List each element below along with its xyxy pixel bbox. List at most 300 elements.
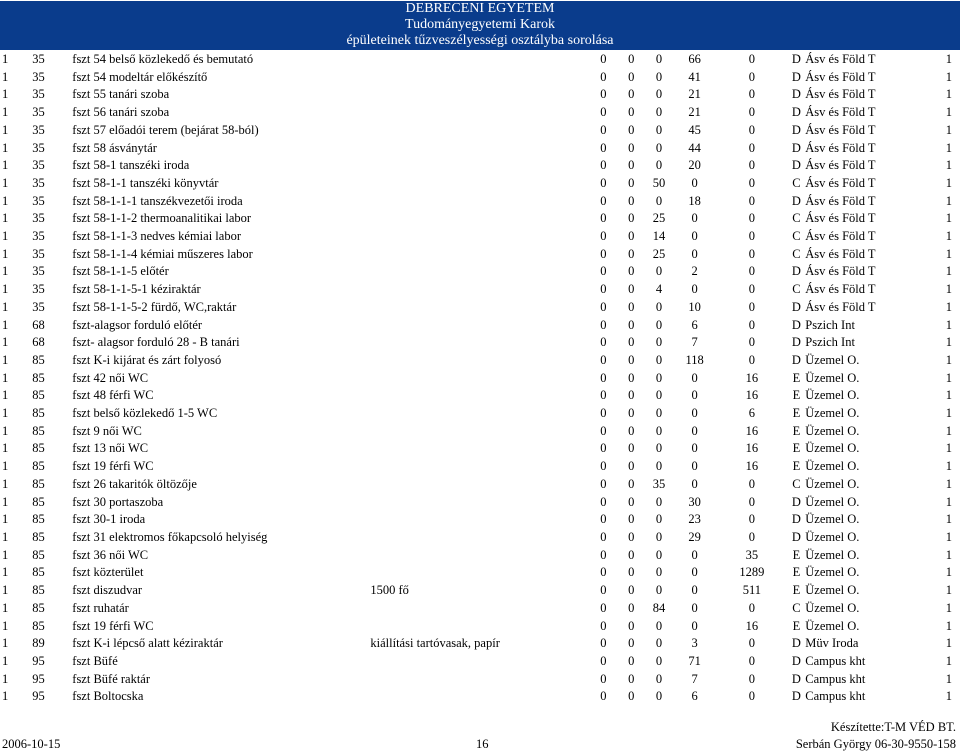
cell-class-d: 0 bbox=[691, 175, 698, 190]
cell-class-a: 0 bbox=[600, 122, 607, 137]
cell-class-d: 0 bbox=[691, 423, 698, 438]
cell-count: 1 bbox=[945, 335, 952, 350]
cell-class-a: 0 bbox=[600, 476, 607, 491]
cell-count: 1 bbox=[945, 459, 952, 474]
cell-floor: 1 bbox=[2, 52, 9, 66]
cell-class-c: 0 bbox=[655, 158, 663, 173]
cell-class-letter: D bbox=[791, 352, 801, 367]
cell-building-code: 35 bbox=[32, 299, 45, 314]
cell-class-letter: E bbox=[792, 459, 801, 474]
cell-building-code: 35 bbox=[32, 122, 45, 137]
header-university: DEBRECENI EGYETEM bbox=[405, 1, 555, 16]
cell-floor: 1 bbox=[2, 175, 9, 190]
cell-building-code: 85 bbox=[32, 352, 45, 367]
cell-class-letter: C bbox=[792, 229, 801, 244]
cell-count: 1 bbox=[945, 547, 952, 562]
cell-department: Ásv és Föld T bbox=[805, 122, 876, 137]
cell-note bbox=[370, 688, 589, 706]
cell-class-a: 0 bbox=[600, 140, 607, 155]
cell-floor: 1 bbox=[2, 529, 9, 544]
cell-floor: 1 bbox=[2, 441, 9, 456]
cell-building-code: 85 bbox=[32, 529, 45, 544]
cell-class-e: 0 bbox=[748, 529, 756, 544]
cell-class-d: 0 bbox=[691, 441, 698, 456]
table-row bbox=[0, 547, 960, 565]
cell-count: 1 bbox=[945, 388, 952, 403]
cell-class-d: 21 bbox=[688, 87, 701, 102]
cell-department: Üzemel O. bbox=[805, 476, 860, 491]
cell-floor: 1 bbox=[2, 547, 9, 562]
cell-class-e: 0 bbox=[748, 264, 756, 279]
cell-count: 1 bbox=[945, 636, 952, 651]
table-row bbox=[0, 476, 960, 494]
cell-note bbox=[370, 299, 589, 317]
cell-class-letter: D bbox=[791, 529, 801, 544]
cell-class-e: 0 bbox=[748, 335, 756, 350]
cell-count: 1 bbox=[945, 282, 952, 297]
cell-count: 1 bbox=[945, 653, 952, 668]
cell-class-c: 0 bbox=[655, 87, 663, 102]
cell-class-a: 0 bbox=[600, 600, 607, 615]
table-row bbox=[0, 86, 960, 104]
cell-building-code: 35 bbox=[32, 229, 45, 244]
cell-class-d: 0 bbox=[691, 476, 698, 491]
cell-note bbox=[370, 618, 589, 636]
cell-floor: 1 bbox=[2, 600, 9, 615]
cell-room-name: fszt 58-1-1-1 tanszékvezetői iroda bbox=[72, 193, 243, 208]
cell-class-c: 0 bbox=[655, 689, 663, 704]
cell-note bbox=[370, 564, 589, 582]
cell-class-c: 35 bbox=[652, 476, 666, 491]
footer-date: 2006-10-15 bbox=[2, 737, 61, 751]
cell-count: 1 bbox=[945, 122, 952, 137]
cell-floor: 1 bbox=[2, 140, 9, 155]
cell-class-a: 0 bbox=[600, 229, 607, 244]
table-row bbox=[0, 157, 960, 175]
cell-department: Üzemel O. bbox=[805, 583, 860, 598]
cell-note bbox=[370, 228, 589, 246]
cell-note bbox=[370, 334, 589, 352]
cell-class-a: 0 bbox=[600, 671, 607, 686]
cell-note bbox=[370, 317, 589, 335]
cell-class-b: 0 bbox=[628, 282, 635, 297]
cell-room-name: fszt- alagsor forduló 28 - B tanári bbox=[72, 335, 240, 350]
cell-class-c: 0 bbox=[655, 583, 663, 598]
cell-class-a: 0 bbox=[600, 105, 607, 120]
cell-class-a: 0 bbox=[600, 459, 607, 474]
cell-count: 1 bbox=[945, 193, 952, 208]
cell-class-b: 0 bbox=[628, 583, 635, 598]
fire-classification-table bbox=[0, 51, 960, 706]
cell-department: Üzemel O. bbox=[805, 423, 860, 438]
cell-class-a: 0 bbox=[600, 158, 607, 173]
header-faculty: Tudományegyetemi Karok bbox=[405, 17, 555, 32]
cell-class-letter: D bbox=[791, 494, 801, 509]
cell-floor: 1 bbox=[2, 282, 9, 297]
cell-class-a: 0 bbox=[600, 441, 607, 456]
footer-author bbox=[796, 719, 956, 753]
page-footer bbox=[0, 715, 960, 753]
table-row bbox=[0, 193, 960, 211]
cell-floor: 1 bbox=[2, 87, 9, 102]
cell-building-code: 35 bbox=[32, 158, 45, 173]
cell-room-name: fszt 30-1 iroda bbox=[72, 512, 146, 527]
table-row bbox=[0, 175, 960, 193]
cell-count: 1 bbox=[945, 158, 952, 173]
cell-department: Ásv és Föld T bbox=[805, 299, 876, 314]
cell-department: Üzemel O. bbox=[805, 406, 860, 421]
table-row bbox=[0, 104, 960, 122]
cell-department: Pszich Int bbox=[805, 317, 855, 332]
cell-class-c: 0 bbox=[655, 547, 663, 562]
table-row bbox=[0, 440, 960, 458]
cell-class-e: 16 bbox=[745, 618, 759, 633]
cell-class-letter: D bbox=[791, 636, 801, 651]
cell-count: 1 bbox=[945, 476, 952, 491]
cell-note bbox=[370, 529, 589, 547]
cell-class-c: 0 bbox=[655, 653, 663, 668]
cell-class-letter: E bbox=[792, 423, 801, 438]
table-row bbox=[0, 263, 960, 281]
cell-building-code: 95 bbox=[32, 671, 45, 686]
cell-note bbox=[370, 51, 589, 69]
cell-note bbox=[370, 263, 589, 281]
table-row bbox=[0, 69, 960, 87]
cell-class-b: 0 bbox=[628, 264, 635, 279]
cell-department: Campus kht bbox=[805, 653, 866, 668]
cell-class-b: 0 bbox=[628, 158, 635, 173]
cell-building-code: 35 bbox=[32, 211, 45, 226]
cell-room-name: fszt Büfé raktár bbox=[72, 671, 151, 686]
cell-class-c: 0 bbox=[655, 636, 663, 651]
table-row bbox=[0, 210, 960, 228]
cell-count: 1 bbox=[945, 175, 952, 190]
table-row bbox=[0, 246, 960, 264]
cell-class-a: 0 bbox=[600, 565, 607, 580]
cell-floor: 1 bbox=[2, 105, 9, 120]
cell-room-name: fszt 58-1-1 tanszéki könyvtár bbox=[72, 175, 219, 190]
table-row bbox=[0, 494, 960, 512]
cell-class-b: 0 bbox=[628, 529, 635, 544]
cell-class-d: 0 bbox=[691, 246, 698, 261]
cell-class-letter: C bbox=[792, 175, 801, 190]
cell-count: 1 bbox=[945, 317, 952, 332]
cell-class-a: 0 bbox=[600, 636, 607, 651]
cell-class-a: 0 bbox=[600, 388, 607, 403]
cell-note bbox=[370, 69, 589, 87]
cell-room-name: fszt 30 portaszoba bbox=[72, 494, 164, 509]
cell-floor: 1 bbox=[2, 370, 9, 385]
cell-class-c: 0 bbox=[655, 193, 663, 208]
cell-class-letter: E bbox=[792, 441, 801, 456]
cell-building-code: 95 bbox=[32, 689, 45, 704]
cell-note bbox=[370, 671, 589, 689]
cell-class-e: 0 bbox=[748, 512, 756, 527]
cell-room-name: fszt 13 női WC bbox=[72, 441, 149, 456]
cell-room-name: fszt 58-1-1-5-1 kéziraktár bbox=[72, 282, 201, 297]
cell-class-a: 0 bbox=[600, 264, 607, 279]
cell-class-e: 0 bbox=[748, 140, 756, 155]
cell-class-d: 23 bbox=[688, 512, 701, 527]
cell-class-a: 0 bbox=[600, 52, 607, 66]
cell-building-code: 85 bbox=[32, 459, 45, 474]
cell-room-name: fszt belső közlekedő 1-5 WC bbox=[72, 406, 218, 421]
cell-class-b: 0 bbox=[628, 105, 635, 120]
cell-floor: 1 bbox=[2, 459, 9, 474]
cell-class-letter: E bbox=[792, 370, 801, 385]
cell-room-name: fszt 55 tanári szoba bbox=[72, 87, 170, 102]
cell-note bbox=[370, 193, 589, 211]
cell-building-code: 35 bbox=[32, 52, 45, 66]
cell-class-c: 0 bbox=[655, 529, 663, 544]
cell-class-e: 0 bbox=[748, 87, 756, 102]
cell-class-d: 6 bbox=[691, 689, 698, 704]
cell-class-b: 0 bbox=[628, 565, 635, 580]
cell-class-a: 0 bbox=[600, 547, 607, 562]
cell-note bbox=[370, 210, 589, 228]
cell-class-b: 0 bbox=[628, 211, 635, 226]
cell-class-e: 16 bbox=[745, 388, 759, 403]
cell-count: 1 bbox=[945, 406, 952, 421]
cell-building-code: 85 bbox=[32, 370, 45, 385]
cell-room-name: fszt 58-1-1-5 előtér bbox=[72, 264, 169, 279]
cell-class-c: 0 bbox=[655, 441, 663, 456]
cell-floor: 1 bbox=[2, 494, 9, 509]
cell-class-b: 0 bbox=[628, 140, 635, 155]
cell-class-d: 0 bbox=[691, 618, 698, 633]
cell-class-d: 0 bbox=[691, 406, 698, 421]
cell-building-code: 85 bbox=[32, 494, 45, 509]
cell-count: 1 bbox=[945, 423, 952, 438]
cell-class-d: 30 bbox=[688, 494, 701, 509]
cell-class-d: 10 bbox=[688, 299, 701, 314]
cell-room-name: fszt K-i lépcső alatt kéziraktár bbox=[72, 636, 223, 651]
cell-building-code: 35 bbox=[32, 175, 45, 190]
cell-class-letter: E bbox=[792, 618, 801, 633]
cell-count: 1 bbox=[945, 565, 952, 580]
cell-class-letter: D bbox=[791, 299, 801, 314]
cell-room-name: fszt 58-1-1-4 kémiai műszeres labor bbox=[72, 246, 253, 261]
cell-class-c: 0 bbox=[655, 299, 663, 314]
cell-count: 1 bbox=[945, 264, 952, 279]
cell-class-letter: D bbox=[791, 671, 801, 686]
cell-floor: 1 bbox=[2, 618, 9, 633]
cell-floor: 1 bbox=[2, 512, 9, 527]
cell-class-a: 0 bbox=[600, 193, 607, 208]
cell-class-b: 0 bbox=[628, 229, 635, 244]
cell-class-letter: E bbox=[792, 388, 801, 403]
cell-class-b: 0 bbox=[628, 406, 635, 421]
cell-class-b: 0 bbox=[628, 370, 635, 385]
cell-class-e: 0 bbox=[748, 69, 756, 84]
cell-class-letter: E bbox=[792, 547, 801, 562]
cell-class-letter: D bbox=[791, 335, 801, 350]
cell-class-b: 0 bbox=[628, 441, 635, 456]
cell-note bbox=[370, 122, 589, 140]
cell-class-b: 0 bbox=[628, 512, 635, 527]
cell-count: 1 bbox=[945, 87, 952, 102]
cell-count: 1 bbox=[945, 671, 952, 686]
cell-note: 1500 fő bbox=[370, 583, 409, 598]
cell-floor: 1 bbox=[2, 158, 9, 173]
cell-count: 1 bbox=[945, 494, 952, 509]
cell-note bbox=[370, 175, 589, 193]
cell-building-code: 35 bbox=[32, 264, 45, 279]
cell-room-name: fszt 54 modeltár előkészítő bbox=[72, 69, 208, 84]
cell-class-a: 0 bbox=[600, 583, 607, 598]
table-row bbox=[0, 564, 960, 582]
table-row bbox=[0, 51, 960, 69]
cell-floor: 1 bbox=[2, 423, 9, 438]
cell-class-a: 0 bbox=[600, 69, 607, 84]
cell-class-c: 0 bbox=[655, 671, 663, 686]
cell-count: 1 bbox=[945, 618, 952, 633]
cell-class-letter: D bbox=[791, 512, 801, 527]
cell-class-b: 0 bbox=[628, 87, 635, 102]
cell-class-a: 0 bbox=[600, 335, 607, 350]
cell-class-c: 0 bbox=[655, 352, 663, 367]
cell-class-b: 0 bbox=[628, 476, 635, 491]
cell-building-code: 85 bbox=[32, 423, 45, 438]
cell-class-letter: C bbox=[792, 600, 801, 615]
cell-count: 1 bbox=[945, 441, 952, 456]
footer-author-contact: Serbán György 06-30-9550-158 bbox=[795, 737, 956, 751]
cell-class-letter: C bbox=[792, 211, 801, 226]
cell-class-e: 16 bbox=[745, 423, 759, 438]
page-number: 16 bbox=[476, 737, 489, 751]
cell-room-name: fszt-alagsor forduló előtér bbox=[72, 317, 203, 332]
cell-class-e: 0 bbox=[748, 211, 756, 226]
cell-note bbox=[370, 511, 589, 529]
cell-class-letter: C bbox=[792, 282, 801, 297]
cell-class-letter: D bbox=[791, 87, 801, 102]
cell-note bbox=[370, 140, 589, 158]
cell-class-b: 0 bbox=[628, 299, 635, 314]
cell-class-e: 16 bbox=[745, 370, 759, 385]
cell-department: Müv Iroda bbox=[805, 636, 859, 651]
cell-room-name: fszt 54 belső közlekedő és bemutató bbox=[72, 52, 254, 66]
cell-class-c: 25 bbox=[652, 246, 666, 261]
cell-department: Ásv és Föld T bbox=[805, 87, 876, 102]
cell-count: 1 bbox=[945, 69, 952, 84]
cell-department: Ásv és Föld T bbox=[805, 69, 876, 84]
cell-department: Ásv és Föld T bbox=[805, 105, 876, 120]
cell-department: Üzemel O. bbox=[805, 529, 860, 544]
cell-class-b: 0 bbox=[628, 494, 635, 509]
cell-room-name: fszt 26 takaritók öltözője bbox=[72, 476, 197, 491]
cell-count: 1 bbox=[945, 52, 952, 66]
cell-class-letter: E bbox=[792, 565, 801, 580]
cell-note bbox=[370, 440, 589, 458]
cell-count: 1 bbox=[945, 352, 952, 367]
cell-department: Ásv és Föld T bbox=[805, 193, 876, 208]
cell-building-code: 68 bbox=[32, 335, 45, 350]
table-row bbox=[0, 299, 960, 317]
table-row bbox=[0, 352, 960, 370]
cell-department: Üzemel O. bbox=[805, 565, 860, 580]
cell-class-d: 0 bbox=[691, 600, 698, 615]
cell-room-name: fszt 58-1 tanszéki iroda bbox=[72, 158, 190, 173]
cell-class-d: 41 bbox=[688, 69, 701, 84]
cell-floor: 1 bbox=[2, 69, 9, 84]
cell-room-name: fszt 9 női WC bbox=[72, 423, 142, 438]
cell-count: 1 bbox=[945, 370, 952, 385]
cell-class-e: 0 bbox=[748, 158, 756, 173]
cell-class-e: 0 bbox=[748, 299, 756, 314]
cell-room-name: fszt 19 férfi WC bbox=[72, 618, 154, 633]
cell-class-e: 0 bbox=[748, 246, 756, 261]
cell-class-b: 0 bbox=[628, 636, 635, 651]
cell-floor: 1 bbox=[2, 229, 9, 244]
header-title: épületeinek tűzveszélyességi osztályba sorolása bbox=[346, 33, 614, 48]
cell-class-d: 7 bbox=[691, 671, 698, 686]
cell-count: 1 bbox=[945, 211, 952, 226]
cell-building-code: 85 bbox=[32, 547, 45, 562]
cell-note bbox=[370, 600, 589, 618]
cell-class-d: 0 bbox=[691, 229, 698, 244]
cell-class-a: 0 bbox=[600, 317, 607, 332]
cell-building-code: 85 bbox=[32, 565, 45, 580]
cell-class-e: 0 bbox=[748, 105, 756, 120]
cell-class-c: 25 bbox=[652, 211, 666, 226]
cell-class-letter: D bbox=[791, 52, 801, 66]
table-row bbox=[0, 653, 960, 671]
cell-floor: 1 bbox=[2, 193, 9, 208]
cell-count: 1 bbox=[945, 229, 952, 244]
cell-room-name: fszt Büfé bbox=[72, 653, 118, 668]
cell-department: Ásv és Föld T bbox=[805, 211, 876, 226]
cell-class-b: 0 bbox=[628, 246, 635, 261]
cell-class-letter: E bbox=[792, 583, 801, 598]
cell-class-d: 0 bbox=[691, 388, 698, 403]
cell-note bbox=[370, 370, 589, 388]
cell-class-e: 6 bbox=[748, 406, 756, 421]
cell-note bbox=[370, 246, 589, 264]
table-row bbox=[0, 618, 960, 636]
cell-department: Üzemel O. bbox=[805, 459, 860, 474]
document-header bbox=[0, 1, 960, 50]
cell-class-letter: C bbox=[792, 476, 801, 491]
cell-floor: 1 bbox=[2, 653, 9, 668]
cell-department: Ásv és Föld T bbox=[805, 175, 876, 190]
cell-class-c: 0 bbox=[655, 406, 663, 421]
cell-class-b: 0 bbox=[628, 600, 635, 615]
cell-class-e: 0 bbox=[748, 689, 756, 704]
cell-class-b: 0 bbox=[628, 653, 635, 668]
cell-floor: 1 bbox=[2, 335, 9, 350]
table-row bbox=[0, 582, 960, 600]
table-row bbox=[0, 122, 960, 140]
table-row bbox=[0, 458, 960, 476]
cell-department: Ásv és Föld T bbox=[805, 158, 876, 173]
cell-floor: 1 bbox=[2, 565, 9, 580]
cell-class-c: 14 bbox=[652, 229, 666, 244]
cell-class-d: 29 bbox=[688, 529, 701, 544]
cell-room-name: fszt diszudvar bbox=[72, 583, 143, 598]
cell-floor: 1 bbox=[2, 476, 9, 491]
cell-room-name: fszt Boltocska bbox=[72, 689, 144, 704]
cell-class-a: 0 bbox=[600, 282, 607, 297]
cell-department: Üzemel O. bbox=[805, 600, 860, 615]
cell-note bbox=[370, 405, 589, 423]
table-row bbox=[0, 423, 960, 441]
cell-class-e: 0 bbox=[748, 494, 756, 509]
cell-class-d: 71 bbox=[688, 653, 701, 668]
cell-class-a: 0 bbox=[600, 529, 607, 544]
cell-class-c: 0 bbox=[655, 140, 663, 155]
cell-department: Campus kht bbox=[805, 689, 866, 704]
cell-class-d: 0 bbox=[691, 583, 698, 598]
